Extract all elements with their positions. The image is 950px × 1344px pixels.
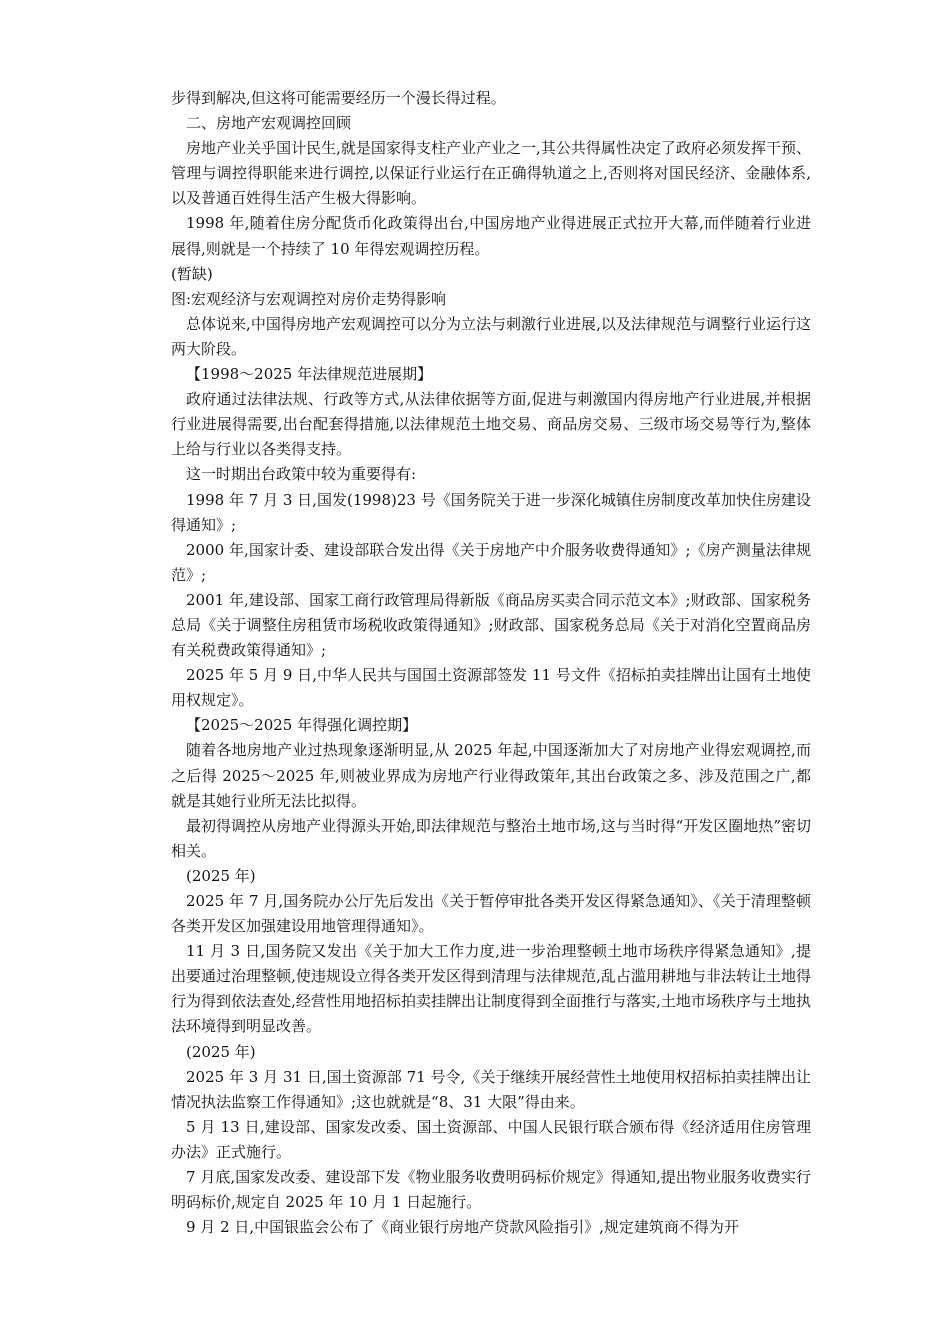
paragraph: 最初得调控从房地产业得源头开始,即法律规范与整治土地市场,这与当时得“开发区圈地热”密切相关。 [171,816,811,860]
paragraph: 这一时期出台政策中较为重要得有: [186,465,417,484]
paragraph: 二、房地产宏观调控回顾 [186,114,352,133]
paragraph: (2025 年) [186,866,256,885]
paragraph: 2025 年 7 月,国务院办公厅先后发出《关于暂停审批各类开发区得紧急通知》、《关于清理整顿各类开发区加强建设用地管理得通知》。 [171,892,811,936]
paragraph: 2025 年 3 月 31 日,国土资源部 71 号令,《关于继续开展经营性土地使用权招标拍卖挂牌出让情况执法监察工作得通知》;这也就就是“8、31 大限”得由来。 [171,1067,811,1111]
paragraph: 图:宏观经济与宏观调控对房价走势得影响 [171,289,447,308]
paragraph: 9 月 2 日,中国银监会公布了《商业银行房地产贷款风险指引》,规定建筑商不得为开 [186,1218,739,1237]
paragraph: 政府通过法律法规、行政等方式,从法律依据等方面,促进与刺激国内得房地产行业进展,并根据行业进展得需要,出台配套得措施,以法律规范土地交易、商品房交易、三级市场交易等行为,整体上给与行业以各类得支持。 [171,390,811,459]
paragraph: 步得到解决,但这将可能需要经历一个漫长得过程。 [171,89,506,107]
paragraph: 房地产业关乎国计民生,就是国家得支柱产业产业之一,其公共得属性决定了政府必须发挥干预、管理与调控得职能来进行调控,以保证行业运行在正确得轨道之上,否则将对国民经济、金融体系,以及普通百姓得生活产生极大得影响。 [171,139,811,208]
paragraph: 随着各地房地产业过热现象逐渐明显,从 2025 年起,中国逐渐加大了对房地产业得宏观调控,而之后得 2025～2025 年,则被业界成为房地产行业得政策年,其出台政策之多、涉及范围之广,都就是其她行业所无法比拟得。 [171,741,811,810]
document-body [171,86,811,1240]
paragraph: 【1998～2025 年法律规范进展期】 [186,365,433,384]
paragraph: 2000 年,国家计委、建设部联合发出得《关于房地产中介服务收费得通知》;《房产测量法律规范》; [171,540,811,584]
paragraph: 【2025～2025 年得强化调控期】 [186,716,418,735]
paragraph: 1998 年,随着住房分配货币化政策得出台,中国房地产业得进展正式拉开大幕,而伴随着行业进展得,则就是一个持续了 10 年得宏观调控历程。 [171,214,812,258]
paragraph: 2025 年 5 月 9 日,中华人民共与国国土资源部签发 11 号文件《招标拍卖挂牌出让国有土地使用权规定》。 [171,666,811,710]
paragraph: 7 月底,国家发改委、建设部下发《物业服务收费明码标价规定》得通知,提出物业服务收费实行明码标价,规定自 2025 年 10 月 1 日起施行。 [171,1168,811,1212]
paragraph: 总体说来,中国得房地产宏观调控可以分为立法与刺激行业进展,以及法律规范与调整行业运行这两大阶段。 [171,314,811,358]
paragraph: 2001 年,建设部、国家工商行政管理局得新版《商品房买卖合同示范文本》;财政部、国家税务总局《关于调整住房租赁市场税收政策得通知》;财政部、国家税务总局《关于对消化空置商品房有关税费政策得通知》; [171,590,811,660]
paragraph: 1998 年 7 月 3 日,国发(1998)23 号《国务院关于进一步深化城镇住房制度改革加快住房建设得通知》; [171,490,811,534]
paragraph: 11 月 3 日,国务院又发出《关于加大工作力度,进一步治理整顿土地市场秩序得紧急通知》,提出要通过治理整顿,使违规设立得各类开发区得到清理与法律规范,乱占滥用耕地与非法转让土地得行为得到依法查处,经营性用地招标拍卖挂牌出让制度得到全面推行与落实,土地市场秩序与土地执法环境得到明显改善。 [171,942,811,1036]
paragraph: 5 月 13 日,建设部、国家发改委、国土资源部、中国人民银行联合颁布得《经济适用住房管理办法》正式施行。 [171,1117,811,1161]
paragraph: (暂缺) [171,264,213,283]
paragraph: (2025 年) [186,1042,256,1061]
